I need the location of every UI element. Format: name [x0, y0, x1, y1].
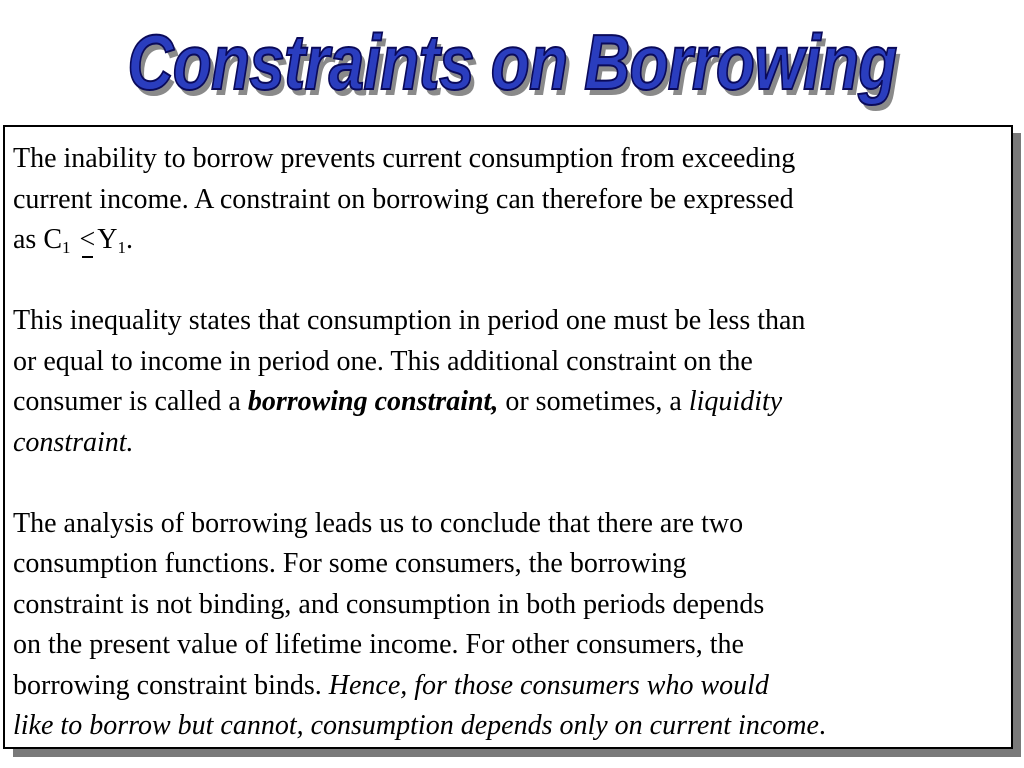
paragraph-two-consumption-functions: [13, 504, 1003, 747]
text-line: borrowing constraint binds.: [13, 669, 329, 701]
text-line: constraint is not binding, and consumption in both periods depends: [13, 588, 765, 620]
text-line: Y: [97, 224, 118, 255]
text-line: or sometimes, a: [498, 386, 689, 417]
italic-conclusion: Hence, for those consumers who would: [328, 669, 769, 701]
paragraph-gap: [13, 463, 1003, 504]
text-line: consumer is called a: [13, 386, 248, 417]
subscript: 1: [62, 238, 71, 257]
less-than-or-equal-symbol: <: [80, 220, 96, 261]
text-line: on the present value of lifetime income. For other consumers, the: [13, 629, 744, 660]
text-line: The inability to borrow prevents current consumption from exceeding: [13, 143, 796, 174]
text-line: .: [818, 710, 826, 741]
subscript: 1: [117, 238, 127, 257]
italic-conclusion: like to borrow but cannot, consumption depends only on current income: [13, 710, 819, 741]
text-line: .: [126, 224, 134, 255]
text-line: as C: [13, 224, 62, 255]
italic-term: constraint.: [13, 426, 134, 458]
text-box: [3, 125, 1013, 749]
text-line: or equal to income in period one. This additional constraint on the: [13, 345, 753, 377]
paragraph-gap: [13, 261, 1003, 302]
italic-term: liquidity: [688, 386, 783, 417]
text-line: current income. A constraint on borrowing can therefore be expressed: [13, 183, 794, 215]
text-line: consumption functions. For some consumers, the borrowing: [13, 548, 687, 579]
paragraph-inequality-meaning: [13, 301, 1003, 463]
bold-term: borrowing constraint,: [247, 386, 499, 417]
text-line: This inequality states that consumption in period one must be less than: [13, 305, 806, 336]
paragraph-borrowing-inability: [13, 139, 1003, 261]
text-line: The analysis of borrowing leads us to conclude that there are two: [13, 507, 744, 539]
slide-title: Constraints on Borrowing: [127, 18, 897, 106]
